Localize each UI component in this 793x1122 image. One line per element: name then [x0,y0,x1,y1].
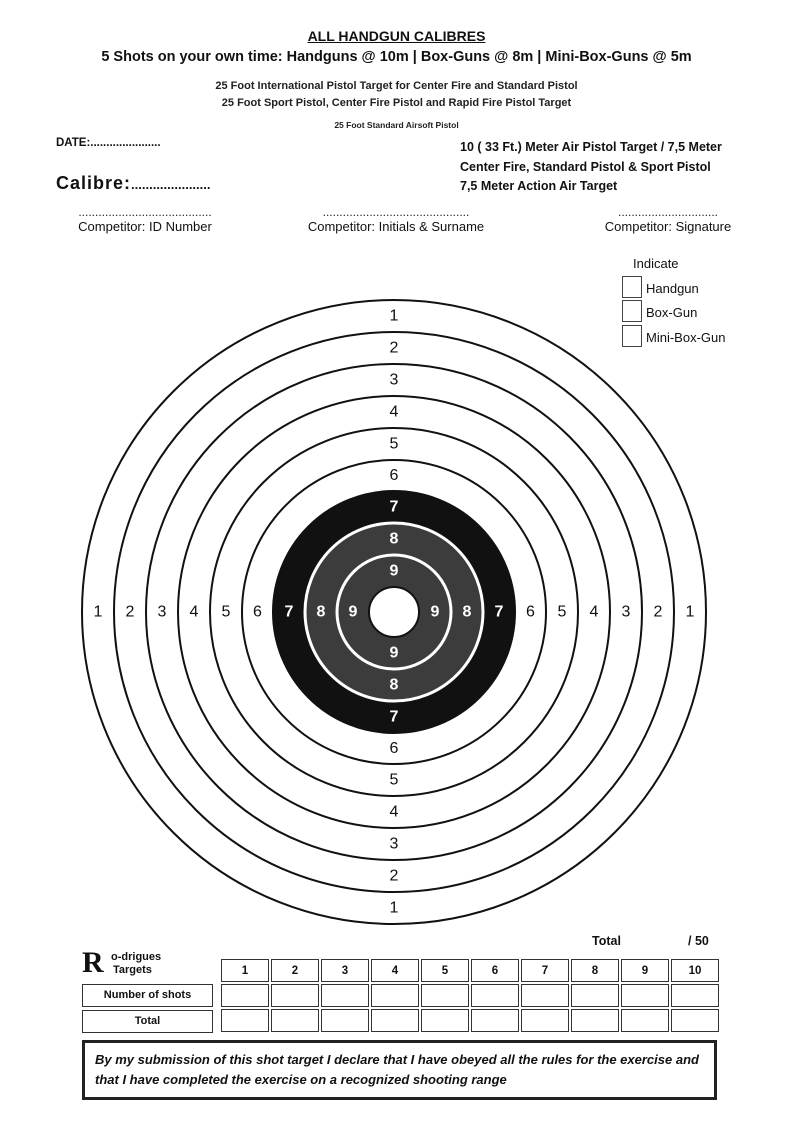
score-label-4-top: 4 [389,403,399,421]
date-label: DATE: [56,137,91,149]
score-label-8-right: 8 [462,603,472,621]
score-label-6-right: 6 [526,603,535,621]
score-label-1-bottom: 1 [389,899,399,917]
mini-box-gun-checkbox[interactable] [622,325,642,347]
score-label-3-left: 3 [157,603,167,621]
competitor-id-field[interactable] [56,205,234,234]
score-label-8-bottom: 8 [389,676,399,694]
total-row [221,1009,719,1032]
shots-cell[interactable] [471,984,519,1007]
shot-column-header: 4 [371,959,419,982]
declaration-box: By my submission of this shot target I declare that I have obeyed all the rules for the exercise and that I have completed the exercise on a recognized shooting range [82,1040,717,1100]
score-label-1-left: 1 [93,603,103,621]
score-label-6-bottom: 6 [389,740,399,757]
shot-column-header: 2 [271,959,319,982]
page-title: ALL HANDGUN CALIBRES [307,28,486,44]
total-cell[interactable] [521,1009,569,1032]
target-type-line-1: 25 Foot International Pistol Target for Center Fire and Standard Pistol [215,80,578,92]
shots-cell[interactable] [221,984,269,1007]
shot-column-header: 5 [421,959,469,982]
score-label-5-right: 5 [557,603,567,621]
score-label-1-top: 1 [389,307,399,325]
shot-column-header: 6 [471,959,519,982]
total-cell[interactable] [421,1009,469,1032]
indicate-title: Indicate [633,256,679,271]
score-label-4-bottom: 4 [389,803,399,821]
shots-cell[interactable] [321,984,369,1007]
page-subtitle: 5 Shots on your own time: Handguns @ 10m | Box-Guns @ 8m | Mini-Box-Guns @ 5m [101,49,692,65]
number-of-shots-row [221,984,719,1007]
score-label-5-top: 5 [389,435,399,453]
score-label-7-top: 7 [389,498,399,516]
shots-cell[interactable] [621,984,669,1007]
competitor-name-dots: ............................................ [322,205,470,219]
calibre-label: Calibre: [56,173,132,193]
score-label-9-right: 9 [430,603,440,621]
score-label-6-left: 6 [253,603,262,621]
shots-cell[interactable] [271,984,319,1007]
score-label-4-right: 4 [589,603,599,621]
competitor-id-dots: ........................................ [78,205,212,219]
competitor-signature-field[interactable] [596,205,740,234]
score-label-8-top: 8 [389,530,399,548]
total-row-label: Total [82,1010,213,1033]
shots-cell[interactable] [571,984,619,1007]
logo-letter: R [82,946,104,979]
rodrigues-targets-logo [82,948,172,980]
air-target-line-2: Center Fire, Standard Pistol & Sport Pistol [460,159,711,174]
score-label-3-right: 3 [621,603,631,621]
score-table [219,957,721,1034]
shot-column-header: 10 [671,959,719,982]
total-max: / 50 [688,934,709,948]
calibre-dots: ...................... [131,177,211,192]
target-type-line-2: 25 Foot Sport Pistol, Center Fire Pistol and Rapid Fire Pistol Target [221,97,572,109]
box-gun-checkbox[interactable] [622,300,642,322]
total-cell[interactable] [271,1009,319,1032]
shot-column-header: 9 [621,959,669,982]
logo-text-1: o-drigues [111,951,162,963]
total-cell[interactable] [221,1009,269,1032]
score-label-7-right: 7 [494,603,504,621]
score-label-4-left: 4 [189,603,199,621]
score-label-2-bottom: 2 [389,867,399,885]
competitor-id-label: Competitor: ID Number [78,219,212,234]
shots-cell[interactable] [421,984,469,1007]
score-label-9-bottom: 9 [389,644,399,662]
competitor-name-field[interactable] [290,205,502,234]
score-label-6-top: 6 [389,467,399,484]
total-cell[interactable] [321,1009,369,1032]
score-label-5-bottom: 5 [389,771,399,789]
air-target-line-3: 7,5 Meter Action Air Target [460,179,618,193]
handgun-label: Handgun [646,281,699,296]
score-label-9-top: 9 [389,562,399,580]
score-header-row [221,959,719,982]
shot-column-header: 1 [221,959,269,982]
score-label-7-bottom: 7 [389,708,399,726]
total-cell[interactable] [471,1009,519,1032]
score-label-8-left: 8 [316,603,326,621]
score-label-5-left: 5 [221,603,231,621]
date-dots: ...................... [90,137,161,149]
score-label-2-top: 2 [389,339,399,357]
target-rings [82,300,706,924]
mini-box-gun-label: Mini-Box-Gun [646,330,726,345]
total-cell[interactable] [671,1009,719,1032]
shot-column-header: 7 [521,959,569,982]
shots-cell[interactable] [671,984,719,1007]
score-label-2-right: 2 [653,603,663,621]
logo-text-2: Targets [113,964,152,976]
score-label-7-left: 7 [284,603,294,621]
shots-cell[interactable] [371,984,419,1007]
total-cell[interactable] [371,1009,419,1032]
total-cell[interactable] [621,1009,669,1032]
score-label-9-left: 9 [348,603,358,621]
target-type-line-3: 25 Foot Standard Airsoft Pistol [334,120,459,130]
bullseye-center [369,587,419,637]
calibre-field[interactable] [56,173,211,194]
competitor-signature-label: Competitor: Signature [604,219,732,234]
shot-column-header: 8 [571,959,619,982]
date-field[interactable] [56,137,161,149]
score-label-3-bottom: 3 [389,835,399,853]
total-label: Total [592,934,621,948]
competitor-name-label: Competitor: Initials & Surname [307,219,485,234]
score-label-1-right: 1 [685,603,695,621]
air-target-info [460,138,722,197]
shot-column-header: 3 [321,959,369,982]
air-target-line-1: 10 ( 33 Ft.) Meter Air Pistol Target / 7,5 Meter [460,140,722,154]
competitor-signature-dots: .............................. [617,205,719,219]
shots-cell[interactable] [521,984,569,1007]
number-of-shots-label: Number of shots [82,984,213,1007]
total-cell[interactable] [571,1009,619,1032]
score-label-3-top: 3 [389,371,399,389]
score-label-2-left: 2 [125,603,135,621]
handgun-checkbox[interactable] [622,276,642,298]
box-gun-label: Box-Gun [646,305,698,320]
